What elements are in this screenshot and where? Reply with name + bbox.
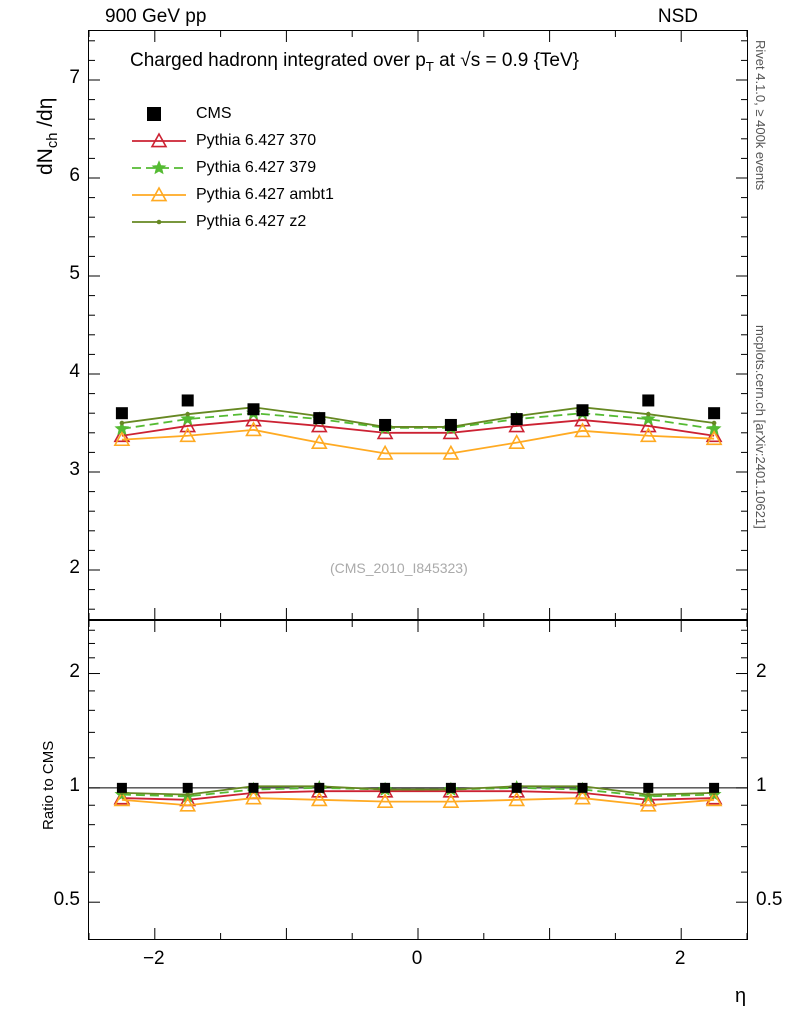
title-main: Charged hadronη integrated over p (130, 50, 426, 71)
legend-entry (130, 100, 334, 127)
y-tick-label-main: 3 (69, 459, 80, 480)
header-right-label: NSD (657, 6, 698, 27)
y-tick-label-ratio-right: 0.5 (756, 889, 783, 911)
ylabel-part-1: dN (34, 148, 57, 175)
x-axis-label: η (735, 985, 747, 1007)
legend-label: Pythia 6.427 379 (196, 158, 317, 176)
ylabel-part-3: /dη (34, 97, 57, 133)
legend (130, 100, 334, 235)
legend-label: Pythia 6.427 z2 (196, 212, 307, 230)
y-tick-label-ratio: 1 (69, 774, 80, 796)
legend-label: CMS (196, 104, 232, 122)
legend-marker-line-triangle (130, 131, 188, 151)
y-tick-label-main: 7 (69, 67, 80, 88)
ratio-y-axis-label: Ratio to CMS (40, 740, 57, 830)
legend-entry (130, 127, 334, 154)
ratio-plot-canvas (89, 621, 747, 939)
legend-entry (130, 154, 334, 181)
legend-label: Pythia 6.427 370 (196, 131, 317, 149)
legend-marker-dashed-star (130, 158, 188, 178)
legend-entry (130, 208, 334, 235)
mcplots-caption: mcplots.cern.ch [arXiv:2401.10621] (753, 325, 768, 529)
y-tick-label-main: 2 (69, 557, 80, 578)
y-tick-label-main: 4 (69, 361, 80, 382)
y-tick-label-ratio-right: 2 (756, 660, 767, 682)
y-tick-label-ratio: 0.5 (53, 889, 80, 911)
legend-marker-line-triangle (130, 185, 188, 205)
x-tick-label: 0 (411, 948, 423, 969)
rivet-caption: Rivet 4.1.0, ≥ 400k events (753, 40, 768, 191)
legend-entry (130, 181, 334, 208)
legend-marker-line-dot (130, 212, 188, 232)
y-tick-label-main: 5 (69, 263, 80, 284)
ylabel-sub: ch (45, 132, 62, 149)
analysis-id-watermark: (CMS_2010_I845323) (330, 560, 468, 576)
plot-title (130, 50, 579, 74)
x-tick-label: −2 (142, 948, 165, 969)
legend-marker-square (130, 104, 188, 124)
main-y-axis-label (34, 98, 61, 175)
legend-label: Pythia 6.427 ambt1 (196, 185, 334, 203)
title-subscript: T (425, 58, 434, 74)
y-tick-label-ratio: 2 (69, 660, 80, 682)
y-tick-label-ratio-right: 1 (756, 774, 767, 796)
header-left-label: 900 GeV pp (105, 6, 207, 27)
x-tick-label: 2 (674, 948, 686, 969)
ratio-plot-panel (88, 620, 748, 940)
title-tail: at √s = 0.9 {TeV} (433, 50, 579, 71)
y-tick-label-main: 6 (69, 165, 80, 186)
